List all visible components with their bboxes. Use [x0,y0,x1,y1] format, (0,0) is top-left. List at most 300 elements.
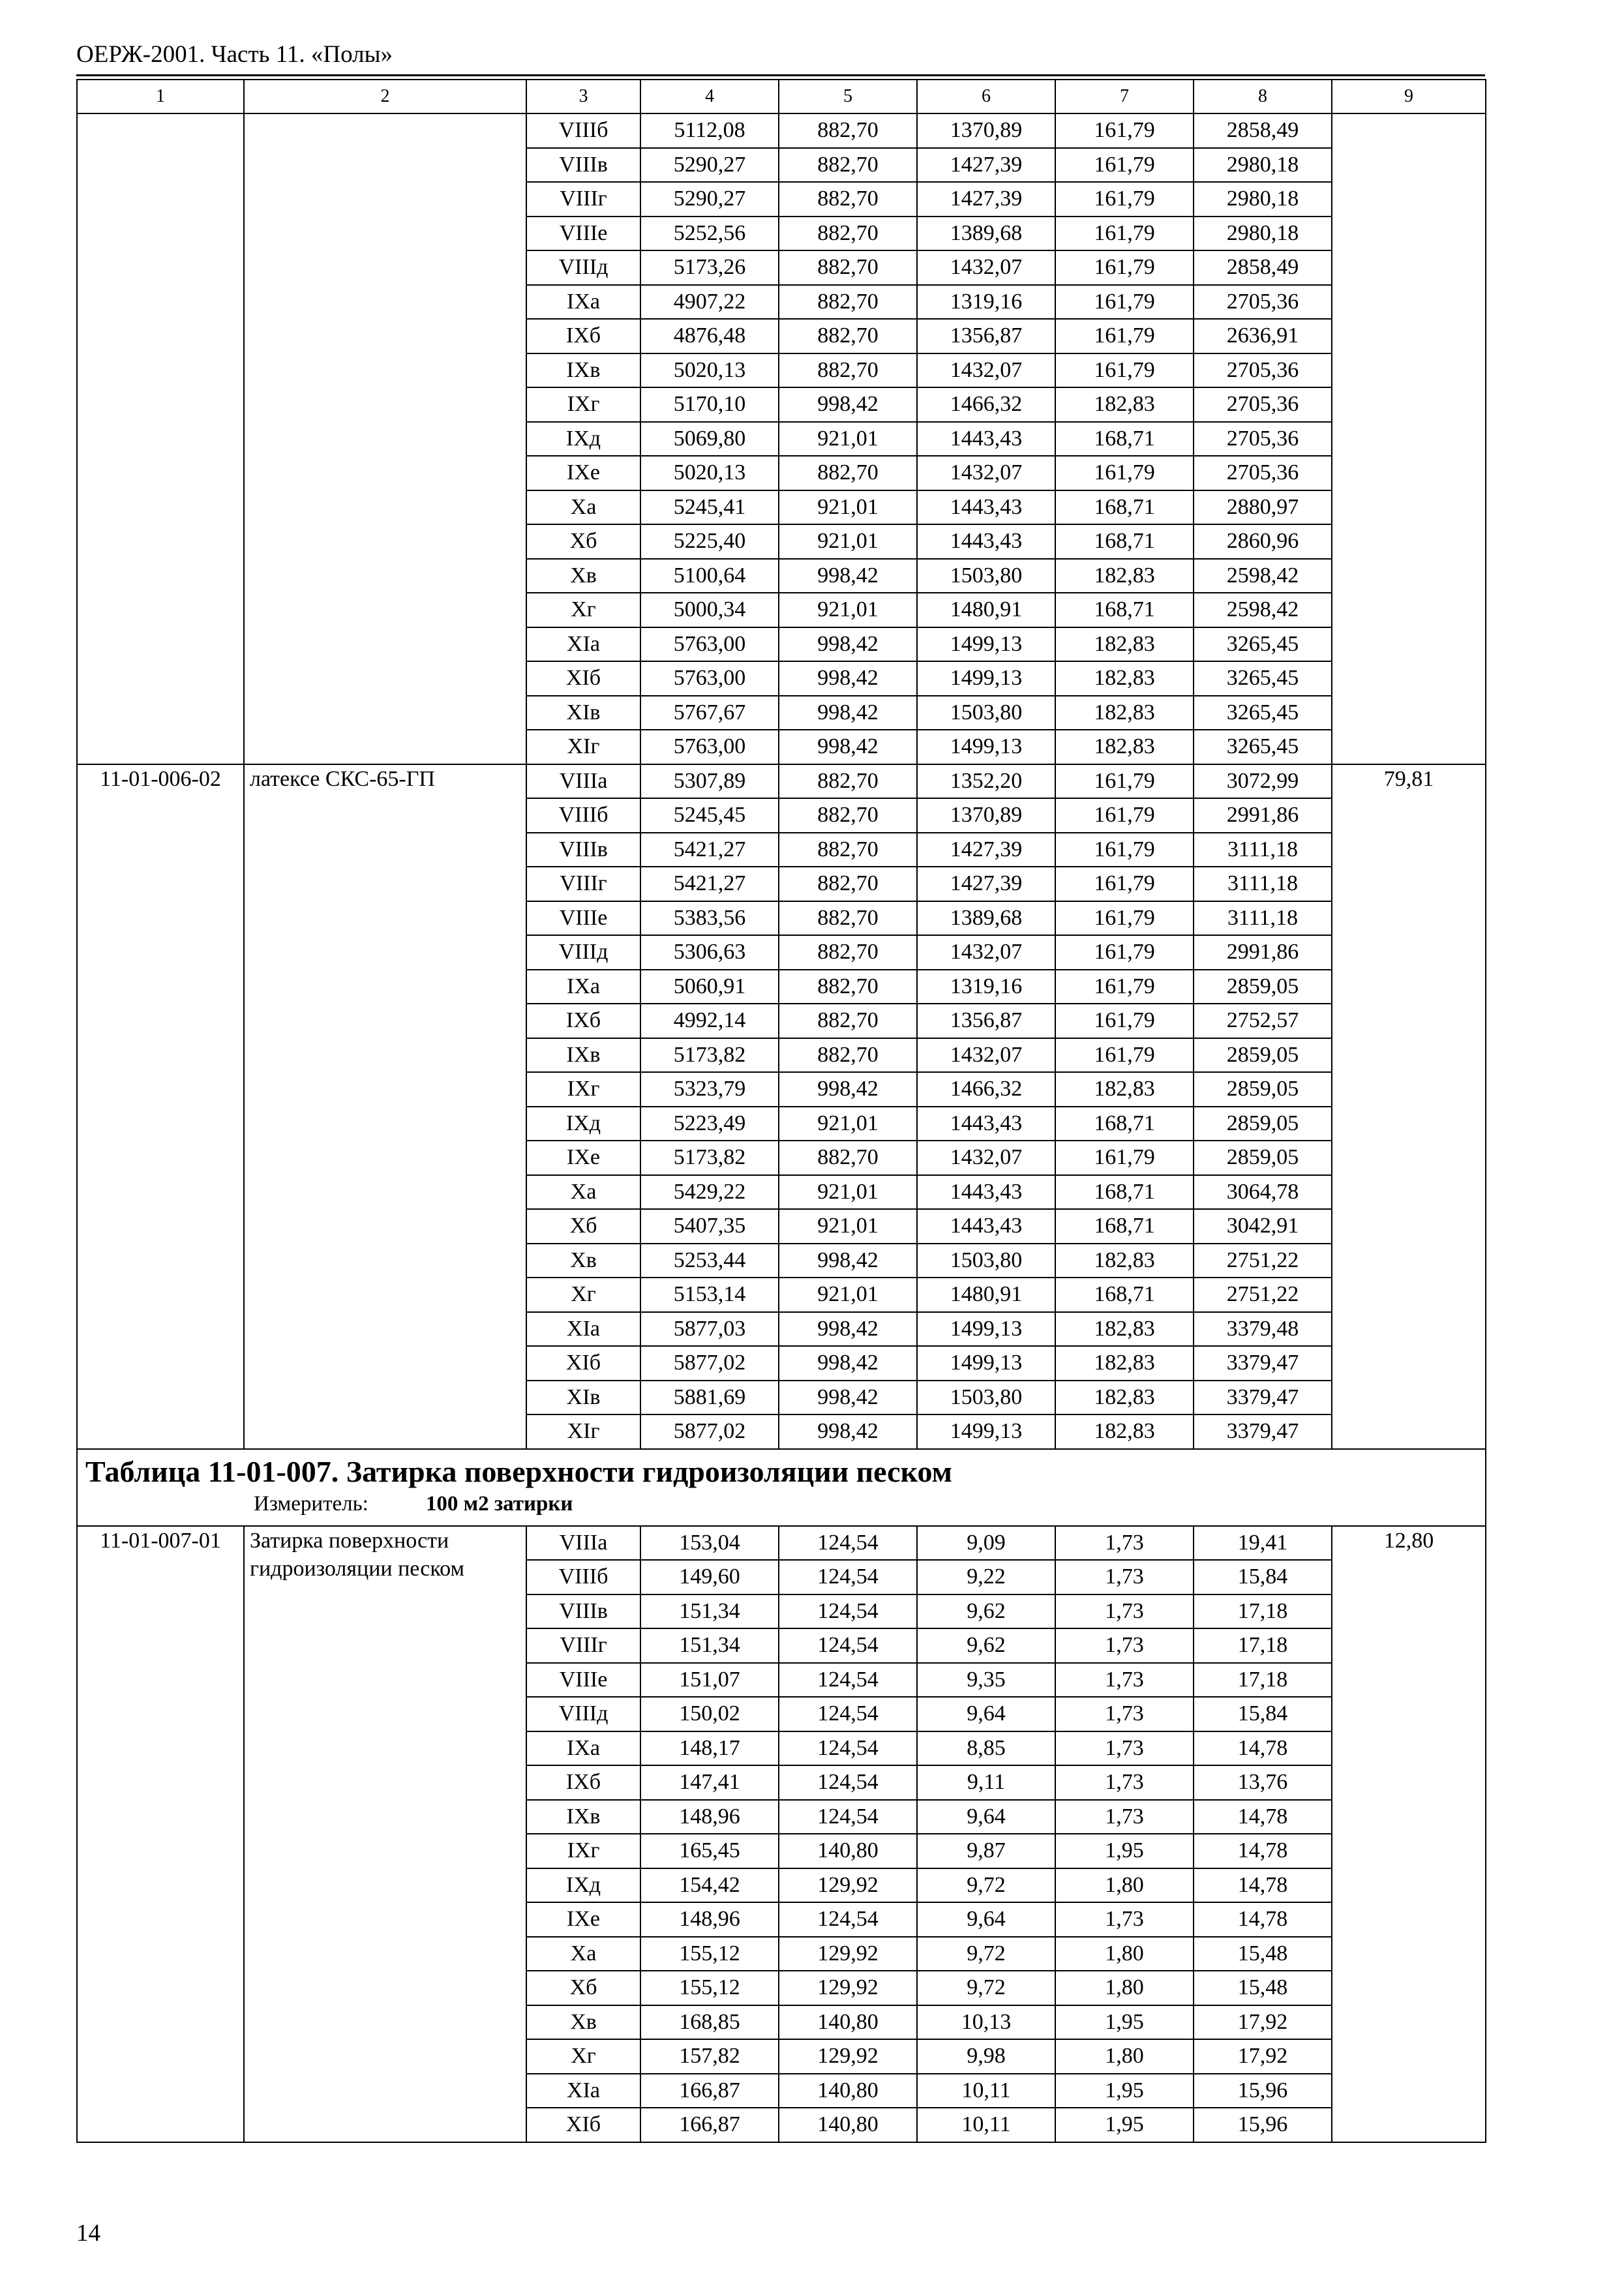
labor-cost-cell: 882,70 [779,1038,917,1073]
region-cell: IXб [526,1004,640,1038]
labor-cost-cell: 882,70 [779,798,917,833]
machine-cost-cell: 1432,07 [917,1038,1055,1073]
region-cell: XIб [526,2108,640,2142]
operator-wage-cell: 161,79 [1055,285,1194,320]
direct-cost-cell: 149,60 [640,1560,779,1594]
direct-cost-cell: 5170,10 [640,387,779,422]
direct-cost-cell: 5290,27 [640,148,779,183]
direct-cost-cell: 5060,91 [640,970,779,1004]
machine-cost-cell: 1443,43 [917,422,1055,456]
machine-cost-cell: 10,11 [917,2108,1055,2142]
operator-wage-cell: 1,80 [1055,1971,1194,2005]
rate-name-cell: Затирка поверхности гидроизоляции песком [244,1526,526,2142]
machine-cost-cell: 1432,07 [917,935,1055,970]
region-cell: IXв [526,1038,640,1073]
region-cell: Xг [526,2039,640,2074]
machine-cost-cell: 1427,39 [917,182,1055,217]
machine-cost-cell: 1427,39 [917,148,1055,183]
materials-cost-cell: 15,96 [1194,2108,1332,2142]
materials-cost-cell: 2752,57 [1194,1004,1332,1038]
region-cell: VIIIд [526,1697,640,1731]
operator-wage-cell: 1,73 [1055,1526,1194,1561]
direct-cost-cell: 5881,69 [640,1381,779,1415]
column-number: 3 [526,80,640,113]
machine-cost-cell: 9,87 [917,1834,1055,1868]
materials-cost-cell: 2598,42 [1194,593,1332,627]
region-cell: VIIIб [526,798,640,833]
operator-wage-cell: 161,79 [1055,113,1194,148]
operator-wage-cell: 168,71 [1055,524,1194,559]
column-number: 7 [1055,80,1194,113]
operator-wage-cell: 182,83 [1055,1381,1194,1415]
operator-wage-cell: 1,73 [1055,1628,1194,1663]
operator-wage-cell: 1,73 [1055,1765,1194,1800]
materials-cost-cell: 2859,05 [1194,1141,1332,1175]
operator-wage-cell: 161,79 [1055,1141,1194,1175]
region-cell: VIIIв [526,148,640,183]
operator-wage-cell: 1,80 [1055,1937,1194,1971]
labor-cost-cell: 921,01 [779,490,917,525]
table-title-row [77,1449,1486,1526]
direct-cost-cell: 5245,41 [640,490,779,525]
machine-cost-cell: 1443,43 [917,490,1055,525]
operator-wage-cell: 182,83 [1055,1414,1194,1449]
region-cell: XIб [526,661,640,696]
labor-cost-cell: 140,80 [779,2108,917,2142]
direct-cost-cell: 5173,82 [640,1038,779,1073]
materials-cost-cell: 15,96 [1194,2074,1332,2108]
materials-cost-cell: 3111,18 [1194,833,1332,867]
operator-wage-cell: 161,79 [1055,867,1194,901]
materials-cost-cell: 15,48 [1194,1937,1332,1971]
operator-wage-cell: 161,79 [1055,182,1194,217]
materials-cost-cell: 17,18 [1194,1594,1332,1629]
materials-cost-cell: 3111,18 [1194,901,1332,936]
materials-cost-cell: 2858,49 [1194,250,1332,285]
materials-cost-cell: 2751,22 [1194,1244,1332,1278]
machine-cost-cell: 9,72 [917,1868,1055,1903]
materials-cost-cell: 3379,47 [1194,1381,1332,1415]
direct-cost-cell: 155,12 [640,1937,779,1971]
operator-wage-cell: 1,80 [1055,1868,1194,1903]
direct-cost-cell: 5000,34 [640,593,779,627]
column-number: 4 [640,80,779,113]
labor-cost-cell: 129,92 [779,2039,917,2074]
direct-cost-cell: 154,42 [640,1868,779,1903]
region-cell: Xа [526,1175,640,1210]
table-row [77,113,1486,148]
direct-cost-cell: 5290,27 [640,182,779,217]
machine-cost-cell: 9,22 [917,1560,1055,1594]
machine-cost-cell: 1499,13 [917,1312,1055,1347]
operator-wage-cell: 161,79 [1055,970,1194,1004]
region-cell: IXд [526,1107,640,1141]
rate-code-cell: 11-01-006-02 [77,764,244,1449]
materials-cost-cell: 2705,36 [1194,285,1332,320]
materials-cost-cell: 2598,42 [1194,559,1332,593]
page-number: 14 [76,2220,100,2247]
machine-cost-cell: 1443,43 [917,1175,1055,1210]
rate-code-cell [77,113,244,764]
labor-cost-cell: 998,42 [779,730,917,764]
materials-cost-cell: 17,92 [1194,2005,1332,2040]
machine-cost-cell: 1319,16 [917,970,1055,1004]
machine-cost-cell: 1443,43 [917,524,1055,559]
operator-wage-cell: 182,83 [1055,387,1194,422]
direct-cost-cell: 148,96 [640,1800,779,1834]
operator-wage-cell: 161,79 [1055,901,1194,936]
operator-wage-cell: 1,95 [1055,2108,1194,2142]
labor-cost-cell: 129,92 [779,1971,917,2005]
machine-cost-cell: 1432,07 [917,1141,1055,1175]
labor-cost-cell: 882,70 [779,833,917,867]
labor-cost-cell: 998,42 [779,1244,917,1278]
direct-cost-cell: 150,02 [640,1697,779,1731]
direct-cost-cell: 5383,56 [640,901,779,936]
region-cell: XIв [526,696,640,730]
machine-cost-cell: 1389,68 [917,901,1055,936]
operator-wage-cell: 161,79 [1055,833,1194,867]
machine-cost-cell: 1503,80 [917,1244,1055,1278]
machine-cost-cell: 1389,68 [917,217,1055,251]
operator-wage-cell: 161,79 [1055,319,1194,353]
materials-cost-cell: 15,84 [1194,1560,1332,1594]
machine-cost-cell: 1503,80 [917,1381,1055,1415]
table-row [77,1526,1486,1561]
materials-cost-cell: 2980,18 [1194,148,1332,183]
region-cell: VIIIе [526,217,640,251]
direct-cost-cell: 166,87 [640,2108,779,2142]
operator-wage-cell: 1,80 [1055,2039,1194,2074]
region-cell: Xг [526,1278,640,1312]
labor-cost-cell: 882,70 [779,182,917,217]
labor-cost-cell: 882,70 [779,970,917,1004]
machine-cost-cell: 9,62 [917,1594,1055,1629]
labor-cost-cell: 998,42 [779,1072,917,1107]
labor-cost-cell: 998,42 [779,1381,917,1415]
labor-cost-cell: 882,70 [779,148,917,183]
materials-cost-cell: 17,18 [1194,1628,1332,1663]
measurer-label: Измеритель: [254,1491,368,1516]
operator-wage-cell: 161,79 [1055,1004,1194,1038]
materials-cost-cell: 14,78 [1194,1731,1332,1766]
labor-cost-cell: 921,01 [779,1278,917,1312]
direct-cost-cell: 165,45 [640,1834,779,1868]
labor-cost-cell: 140,80 [779,1834,917,1868]
direct-cost-cell: 151,34 [640,1594,779,1629]
machine-cost-cell: 1356,87 [917,319,1055,353]
operator-wage-cell: 182,83 [1055,696,1194,730]
machine-cost-cell: 1319,16 [917,285,1055,320]
labor-cost-cell: 882,70 [779,217,917,251]
materials-cost-cell: 3265,45 [1194,696,1332,730]
machine-cost-cell: 9,64 [917,1800,1055,1834]
machine-cost-cell: 1432,07 [917,353,1055,388]
machine-cost-cell: 1443,43 [917,1107,1055,1141]
region-cell: VIIIа [526,764,640,799]
operator-wage-cell: 168,71 [1055,1209,1194,1244]
machine-cost-cell: 10,11 [917,2074,1055,2108]
machine-cost-cell: 1370,89 [917,113,1055,148]
labor-cost-cell: 921,01 [779,1209,917,1244]
rate-name-cell [244,113,526,764]
labor-cost-cell: 882,70 [779,285,917,320]
direct-cost-cell: 5069,80 [640,422,779,456]
region-cell: IXа [526,285,640,320]
region-cell: IXг [526,1834,640,1868]
direct-cost-cell: 5323,79 [640,1072,779,1107]
direct-cost-cell: 155,12 [640,1971,779,2005]
operator-wage-cell: 161,79 [1055,1038,1194,1073]
materials-cost-cell: 3064,78 [1194,1175,1332,1210]
direct-cost-cell: 5100,64 [640,559,779,593]
machine-cost-cell: 1427,39 [917,833,1055,867]
region-cell: Xб [526,1971,640,2005]
region-cell: IXд [526,422,640,456]
direct-cost-cell: 5252,56 [640,217,779,251]
labor-cost-cell: 921,01 [779,422,917,456]
table-title-cell [77,1449,1486,1526]
materials-cost-cell: 3379,47 [1194,1346,1332,1381]
labor-cost-cell: 129,92 [779,1937,917,1971]
direct-cost-cell: 5421,27 [640,867,779,901]
labor-cost-cell: 124,54 [779,1902,917,1937]
machine-cost-cell: 1499,13 [917,730,1055,764]
materials-cost-cell: 3265,45 [1194,627,1332,662]
machine-cost-cell: 1356,87 [917,1004,1055,1038]
direct-cost-cell: 5877,02 [640,1414,779,1449]
labor-cost-cell: 882,70 [779,1004,917,1038]
materials-cost-cell: 2991,86 [1194,798,1332,833]
region-cell: Xг [526,593,640,627]
labor-hours-cell: 12,80 [1332,1526,1486,2142]
region-cell: Xб [526,524,640,559]
direct-cost-cell: 4876,48 [640,319,779,353]
labor-cost-cell: 124,54 [779,1628,917,1663]
machine-cost-cell: 1503,80 [917,559,1055,593]
materials-cost-cell: 14,78 [1194,1834,1332,1868]
direct-cost-cell: 5767,67 [640,696,779,730]
machine-cost-cell: 9,09 [917,1526,1055,1561]
materials-cost-cell: 19,41 [1194,1526,1332,1561]
direct-cost-cell: 5225,40 [640,524,779,559]
region-cell: VIIIг [526,867,640,901]
labor-cost-cell: 124,54 [779,1731,917,1766]
column-number: 9 [1332,80,1486,113]
region-cell: VIIIв [526,1594,640,1629]
machine-cost-cell: 1427,39 [917,867,1055,901]
labor-cost-cell: 921,01 [779,1175,917,1210]
materials-cost-cell: 3379,47 [1194,1414,1332,1449]
operator-wage-cell: 1,73 [1055,1800,1194,1834]
region-cell: IXб [526,1765,640,1800]
region-cell: XIг [526,730,640,764]
table-title: Таблица 11-01-007. Затирка поверхности гидроизоляции песком [85,1454,952,1488]
labor-cost-cell: 882,70 [779,456,917,490]
region-cell: IXв [526,353,640,388]
operator-wage-cell: 182,83 [1055,1072,1194,1107]
operator-wage-cell: 161,79 [1055,353,1194,388]
region-cell: VIIIв [526,833,640,867]
region-cell: XIа [526,1312,640,1347]
region-cell: IXв [526,1800,640,1834]
operator-wage-cell: 182,83 [1055,730,1194,764]
operator-wage-cell: 168,71 [1055,1278,1194,1312]
operator-wage-cell: 1,73 [1055,1902,1194,1937]
measurer-line [78,1490,1485,1518]
machine-cost-cell: 1443,43 [917,1209,1055,1244]
labor-cost-cell: 998,42 [779,627,917,662]
labor-cost-cell: 998,42 [779,1414,917,1449]
labor-cost-cell: 998,42 [779,661,917,696]
header-rule [76,74,1485,76]
labor-cost-cell: 882,70 [779,1141,917,1175]
region-cell: IXг [526,1072,640,1107]
materials-cost-cell: 3072,99 [1194,764,1332,799]
labor-cost-cell: 882,70 [779,353,917,388]
operator-wage-cell: 182,83 [1055,627,1194,662]
machine-cost-cell: 1499,13 [917,627,1055,662]
labor-cost-cell: 998,42 [779,1346,917,1381]
labor-cost-cell: 882,70 [779,113,917,148]
machine-cost-cell: 1499,13 [917,1346,1055,1381]
materials-cost-cell: 2880,97 [1194,490,1332,525]
operator-wage-cell: 161,79 [1055,798,1194,833]
region-cell: Xа [526,1937,640,1971]
materials-cost-cell: 14,78 [1194,1868,1332,1903]
direct-cost-cell: 5763,00 [640,730,779,764]
direct-cost-cell: 5763,00 [640,661,779,696]
labor-hours-cell: 79,81 [1332,764,1486,1449]
direct-cost-cell: 157,82 [640,2039,779,2074]
operator-wage-cell: 1,95 [1055,2074,1194,2108]
materials-cost-cell: 2859,05 [1194,1072,1332,1107]
column-number: 6 [917,80,1055,113]
labor-cost-cell: 124,54 [779,1560,917,1594]
materials-cost-cell: 15,84 [1194,1697,1332,1731]
direct-cost-cell: 5763,00 [640,627,779,662]
materials-cost-cell: 3111,18 [1194,867,1332,901]
machine-cost-cell: 1499,13 [917,1414,1055,1449]
direct-cost-cell: 5020,13 [640,456,779,490]
labor-cost-cell: 998,42 [779,696,917,730]
direct-cost-cell: 4907,22 [640,285,779,320]
region-cell: VIIIг [526,182,640,217]
direct-cost-cell: 147,41 [640,1765,779,1800]
operator-wage-cell: 1,73 [1055,1560,1194,1594]
rates-table-body [77,80,1486,2142]
machine-cost-cell: 1466,32 [917,387,1055,422]
labor-cost-cell: 124,54 [779,1594,917,1629]
operator-wage-cell: 161,79 [1055,456,1194,490]
machine-cost-cell: 1432,07 [917,250,1055,285]
labor-cost-cell: 882,70 [779,319,917,353]
labor-cost-cell: 882,70 [779,867,917,901]
materials-cost-cell: 17,92 [1194,2039,1332,2074]
materials-cost-cell: 14,78 [1194,1902,1332,1937]
machine-cost-cell: 9,11 [917,1765,1055,1800]
region-cell: Xб [526,1209,640,1244]
column-numbers-row [77,80,1486,113]
region-cell: IXа [526,1731,640,1766]
region-cell: IXе [526,1141,640,1175]
labor-cost-cell: 998,42 [779,559,917,593]
materials-cost-cell: 17,18 [1194,1663,1332,1698]
materials-cost-cell: 13,76 [1194,1765,1332,1800]
machine-cost-cell: 1370,89 [917,798,1055,833]
region-cell: VIIIе [526,901,640,936]
region-cell: Xв [526,559,640,593]
materials-cost-cell: 2636,91 [1194,319,1332,353]
machine-cost-cell: 1432,07 [917,456,1055,490]
region-cell: IXб [526,319,640,353]
labor-cost-cell: 882,70 [779,764,917,799]
region-cell: IXе [526,1902,640,1937]
region-cell: VIIIа [526,1526,640,1561]
direct-cost-cell: 5245,45 [640,798,779,833]
table-row [77,764,1486,799]
region-cell: IXе [526,456,640,490]
materials-cost-cell: 2991,86 [1194,935,1332,970]
direct-cost-cell: 151,07 [640,1663,779,1698]
direct-cost-cell: 151,34 [640,1628,779,1663]
operator-wage-cell: 182,83 [1055,559,1194,593]
materials-cost-cell: 15,48 [1194,1971,1332,2005]
machine-cost-cell: 9,72 [917,1971,1055,2005]
region-cell: IXд [526,1868,640,1903]
page-header-title: ОЕРЖ-2001. Часть 11. «Полы» [76,41,393,68]
region-cell: Xа [526,490,640,525]
machine-cost-cell: 1480,91 [917,1278,1055,1312]
labor-cost-cell: 124,54 [779,1697,917,1731]
region-cell: XIа [526,2074,640,2108]
materials-cost-cell: 2705,36 [1194,422,1332,456]
region-cell: VIIIб [526,113,640,148]
operator-wage-cell: 1,95 [1055,1834,1194,1868]
direct-cost-cell: 5877,03 [640,1312,779,1347]
direct-cost-cell: 168,85 [640,2005,779,2040]
operator-wage-cell: 161,79 [1055,935,1194,970]
materials-cost-cell: 2859,05 [1194,1038,1332,1073]
direct-cost-cell: 4992,14 [640,1004,779,1038]
labor-cost-cell: 921,01 [779,524,917,559]
machine-cost-cell: 9,62 [917,1628,1055,1663]
labor-cost-cell: 129,92 [779,1868,917,1903]
rates-table [76,79,1486,2143]
machine-cost-cell: 1466,32 [917,1072,1055,1107]
direct-cost-cell: 5306,63 [640,935,779,970]
labor-cost-cell: 124,54 [779,1663,917,1698]
column-number: 8 [1194,80,1332,113]
direct-cost-cell: 166,87 [640,2074,779,2108]
labor-cost-cell: 998,42 [779,387,917,422]
direct-cost-cell: 5429,22 [640,1175,779,1210]
materials-cost-cell: 2859,05 [1194,970,1332,1004]
operator-wage-cell: 168,71 [1055,1175,1194,1210]
direct-cost-cell: 5253,44 [640,1244,779,1278]
operator-wage-cell: 182,83 [1055,661,1194,696]
region-cell: IXг [526,387,640,422]
direct-cost-cell: 148,96 [640,1902,779,1937]
materials-cost-cell: 14,78 [1194,1800,1332,1834]
materials-cost-cell: 2751,22 [1194,1278,1332,1312]
column-number: 5 [779,80,917,113]
direct-cost-cell: 5112,08 [640,113,779,148]
region-cell: XIб [526,1346,640,1381]
materials-cost-cell: 2705,36 [1194,353,1332,388]
direct-cost-cell: 5223,49 [640,1107,779,1141]
operator-wage-cell: 1,95 [1055,2005,1194,2040]
